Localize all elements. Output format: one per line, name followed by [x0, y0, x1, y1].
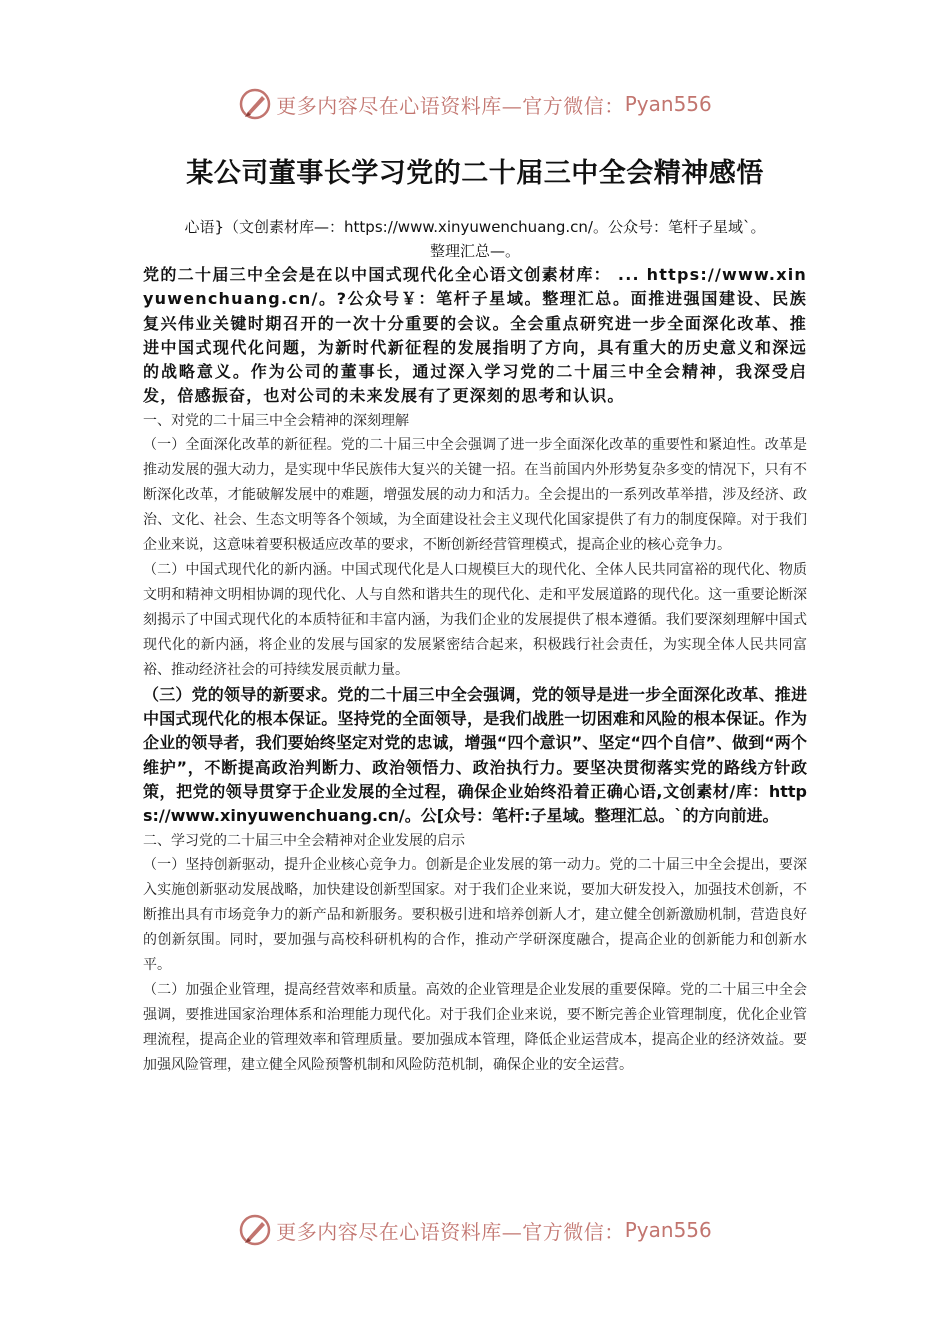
section-1-paragraph-1: （一）全面深化改革的新征程。党的二十届三中全会强调了进一步全面深化改革的重要性和紧迫性。改革是推动发展的强大动力，是实现中华民族伟大复兴的关键一招。在当前国内外形势复杂多变的情况下，只有不断深化改革，才能破解发展中的难题，增强发展的动力和活力。全会提出的一系列改革举措，涉及经济、政治、文化、社会、生态文明等各个领域，为全面建设社会主义现代化国家提供了有力的制度保障。对于我们企业来说，这意味着要积极适应改革的要求，不断创新经营管理模式，提高企业的核心竞争力。 — [143, 436, 807, 553]
section-2-paragraph-2: （二）加强企业管理，提高经营效率和质量。高效的企业管理是企业发展的重要保障。党的二十届三中全会强调，要推进国家治理体系和治理能力现代化。对于我们企业来说，要不断完善企业管理制度，优化企业管理流程，提高企业的管理效率和管理质量。要加强成本管理，降低企业运营成本，提高企业的经济效益。要加强风险管理，建立健全风险预警机制和风险防范机制，确保企业的安全运营。 — [143, 981, 807, 1073]
intro-source-line-2: 整理汇总—。 — [429, 242, 520, 260]
section-1-paragraph-3: （三）党的领导的新要求。党的二十届三中全会强调，党的领导是进一步全面深化改革、推进中国式现代化的根本保证。坚持党的全面领导，是我们战胜一切困难和风险的根本保证。作为企业的领导者，我们要始终坚定对党的忠诚，增强“四个意识”、坚定“四个自信”、做到“两个维护”，不断提高政治判断力、政治领悟力、政治执行力。要坚决贯彻落实党的路线方针政策，把党的领导贯穿于企业发展的全过程，确保企业始终沿着正确心语,文创素材/库：https://www.xinyuwenchuang.cn/。公[众号：笔杆:子星域。整理汇总。`的方向前进。 — [143, 684, 807, 826]
banner-wechat-id: Pyan556 — [624, 1218, 712, 1242]
section-1-heading: 一、对党的二十届三中全会精神的深刻理解 — [143, 412, 409, 429]
section-2-paragraph-1: （一）坚持创新驱动，提升企业核心竞争力。创新是企业发展的第一动力。党的二十届三中全会提出，要深入实施创新驱动发展战略，加快建设创新型国家。对于我们企业来说，要加大研发投入，加强技术创新，不断推出具有市场竞争力的新产品和新服务。要积极引进和培养创新人才，建立健全创新激励机制，营造良好的创新氛围。同时，要加强与高校科研机构的合作，推动产学研深度融合，提高企业的创新能力和创新水平。 — [143, 856, 807, 973]
document-title: 某公司董事长学习党的二十届三中全会精神感悟 — [186, 158, 764, 189]
banner-text: 更多内容尽在心语资料库—官方微信： — [276, 93, 625, 118]
footer-watermark-banner — [0, 1210, 950, 1250]
section-2-heading: 二、学习党的二十届三中全会精神对企业发展的启示 — [143, 832, 465, 849]
pen-logo-icon — [238, 87, 272, 121]
document-body — [143, 215, 807, 1078]
intro-source-line: 心语}（文创素材库—：https://www.xinyuwenchuang.cn/。公众号：笔杆子星域`。 — [184, 218, 766, 236]
banner-wechat-id: Pyan556 — [624, 92, 712, 116]
header-watermark-banner — [0, 84, 950, 124]
pen-logo-icon — [238, 1213, 272, 1247]
section-1-paragraph-2: （二）中国式现代化的新内涵。中国式现代化是人口规模巨大的现代化、全体人民共同富裕的现代化、物质文明和精神文明相协调的现代化、人与自然和谐共生的现代化、走和平发展道路的现代化。这一重要论断深刻揭示了中国式现代化的本质特征和丰富内涵，为我们企业的发展提供了根本遵循。我们要深刻理解中国式现代化的新内涵，将企业的发展与国家的发展紧密结合起来，积极践行社会责任，为实现全体人民共同富裕、推动经济社会的可持续发展贡献力量。 — [143, 561, 807, 678]
banner-text: 更多内容尽在心语资料库—官方微信： — [276, 1219, 625, 1244]
intro-paragraph: 党的二十届三中全会是在以中国式现代化全心语文创素材库： ... https://www.xinyuwenchuang.cn/。?公众号￥：笔杆子星域。整理汇总。面推进强国建设、民族复兴伟业关键时期召开的一次十分重要的会议。全会重点研究进一步全面深化改革、推进中国式现代化问题，为新时代新征程的发展指明了方向，具有重大的历史意义和深远的战略意义。作为公司的董事长，通过深入学习党的二十届三中全会精神，我深受启发，倍感振奋，也对公司的未来发展有了更深刻的思考和认识。 — [143, 265, 807, 406]
